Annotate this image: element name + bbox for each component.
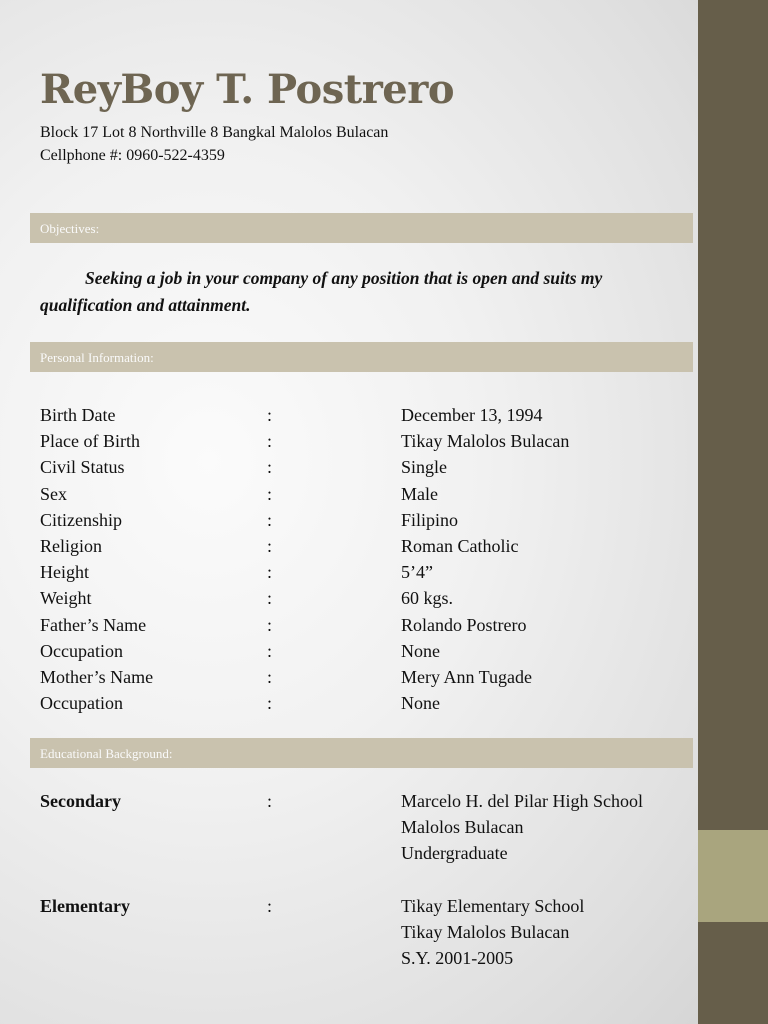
personal-info-row — [40, 533, 690, 559]
info-value: Roman Catholic — [401, 536, 519, 556]
objective-text: Seeking a job in your company of any position that is open and suits my qualification and attainment. — [40, 268, 603, 315]
info-value: None — [401, 693, 440, 714]
info-value: Filipino — [401, 509, 459, 530]
school-line: Tikay Malolos Bulacan — [401, 922, 570, 942]
info-label: Sex — [40, 483, 67, 504]
school-details — [401, 788, 643, 866]
personal-info-row — [40, 454, 690, 480]
education-level: Elementary — [40, 896, 130, 916]
info-label: Height — [40, 562, 89, 583]
personal-info-row — [40, 507, 690, 533]
personal-info-row — [40, 638, 690, 664]
info-value: 5’4” — [401, 562, 433, 583]
info-separator: : — [267, 791, 273, 811]
info-label: Citizenship — [40, 509, 122, 530]
education-header — [30, 738, 693, 768]
education-title: Educational Background: — [40, 746, 173, 761]
personal-info-header — [30, 342, 693, 372]
info-value: Male — [401, 483, 438, 504]
info-value: 60 kgs. — [401, 588, 454, 609]
personal-info-row — [40, 402, 690, 428]
education-row — [40, 893, 690, 971]
info-label: Birth Date — [40, 405, 116, 425]
education-level: Secondary — [40, 791, 121, 811]
info-separator: : — [267, 640, 273, 661]
info-label: Civil Status — [40, 457, 125, 478]
objectives-header — [30, 213, 693, 243]
school-line: Malolos Bulacan — [401, 817, 524, 837]
info-label: Place of Birth — [40, 431, 140, 452]
info-separator: : — [267, 588, 273, 609]
info-value: Rolando Postrero — [401, 614, 527, 635]
cellphone: Cellphone #: 0960-522-4359 — [40, 147, 225, 164]
info-label: Occupation — [40, 640, 123, 661]
info-separator: : — [267, 562, 273, 583]
objectives-title: Objectives: — [40, 221, 100, 236]
personal-info-row — [40, 664, 690, 690]
info-separator: : — [267, 457, 273, 478]
info-label: Father’s Name — [40, 614, 147, 635]
info-separator: : — [267, 614, 273, 635]
info-separator: : — [267, 509, 273, 530]
school-line: S.Y. 2001-2005 — [401, 948, 514, 968]
info-label: Weight — [40, 588, 92, 609]
info-separator: : — [267, 536, 273, 556]
info-label: Religion — [40, 536, 102, 556]
info-separator: : — [267, 405, 273, 425]
objective-paragraph — [40, 265, 690, 319]
personal-info-row — [40, 481, 690, 507]
school-details — [401, 893, 584, 971]
address: Block 17 Lot 8 Northville 8 Bangkal Malolos Bulacan — [40, 124, 389, 141]
info-separator: : — [267, 896, 273, 916]
info-label: Mother’s Name — [40, 667, 154, 687]
info-separator: : — [267, 431, 273, 452]
personal-info-row — [40, 690, 690, 716]
education-row — [40, 788, 690, 866]
info-separator: : — [267, 483, 273, 504]
school-line: Marcelo H. del Pilar High School — [401, 791, 643, 811]
personal-info-row — [40, 559, 690, 585]
info-separator: : — [267, 693, 273, 714]
info-value: None — [401, 640, 440, 661]
school-line: Tikay Elementary School — [401, 896, 585, 916]
info-value: Mery Ann Tugade — [401, 667, 533, 687]
info-label: Occupation — [40, 693, 123, 714]
school-line: Undergraduate — [401, 843, 508, 863]
personal-info-row — [40, 428, 690, 454]
applicant-name: ReyBoy T. Postrero — [40, 66, 455, 113]
personal-info-row — [40, 612, 690, 638]
info-value: Tikay Malolos Bulacan — [401, 431, 570, 452]
info-value: December 13, 1994 — [401, 405, 543, 425]
sidebar-accent-block — [698, 830, 768, 922]
info-separator: : — [267, 667, 273, 687]
info-value: Single — [401, 457, 448, 478]
personal-info-row — [40, 585, 690, 611]
personal-info-title: Personal Information: — [40, 350, 154, 365]
